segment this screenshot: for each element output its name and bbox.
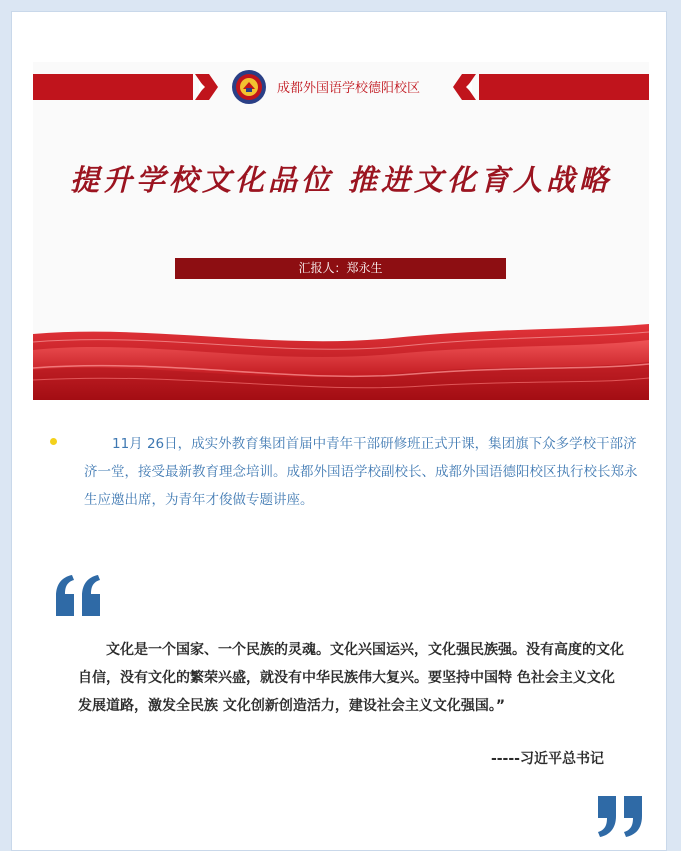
left-ribbon: [33, 74, 218, 100]
intro-paragraph: 11月 26日，成实外教育集团首届中青年干部研修班正式开课，集团旗下众多学校干部济济一堂，接受最新教育理念培训。成都外国语学校副校长、成都外国语德阳校区执行校长郑永生应邀出席，为青年才俊做专题讲座。: [84, 436, 638, 508]
reporter-bar: 汇报人：郑永生: [175, 258, 506, 279]
school-emblem-icon: [231, 69, 267, 105]
right-ribbon: [453, 74, 649, 100]
quote-attribution: -----习近平总书记: [490, 751, 604, 767]
school-name: 成都外国语学校德阳校区: [277, 81, 421, 96]
article-page: [11, 11, 667, 851]
bullet-dot: [50, 438, 57, 445]
open-quote-icon: [52, 572, 106, 622]
close-quote-icon: [592, 790, 646, 840]
main-title: 提升学校文化品位 推进文化育人战略: [69, 163, 613, 197]
quote-text: 文化是一个国家、一个民族的灵魂。文化兴国运兴，文化强民族强。没有高度的文化自信，没有文化的繁荣兴盛，就没有中华民族伟大复兴。要坚持中国特 色社会主义文化发展道路，激发全民族 文化创新创造活力，建设社会主义文化强国。”: [78, 642, 624, 714]
header-banner: [33, 62, 649, 400]
red-wave-decoration: [33, 320, 649, 400]
